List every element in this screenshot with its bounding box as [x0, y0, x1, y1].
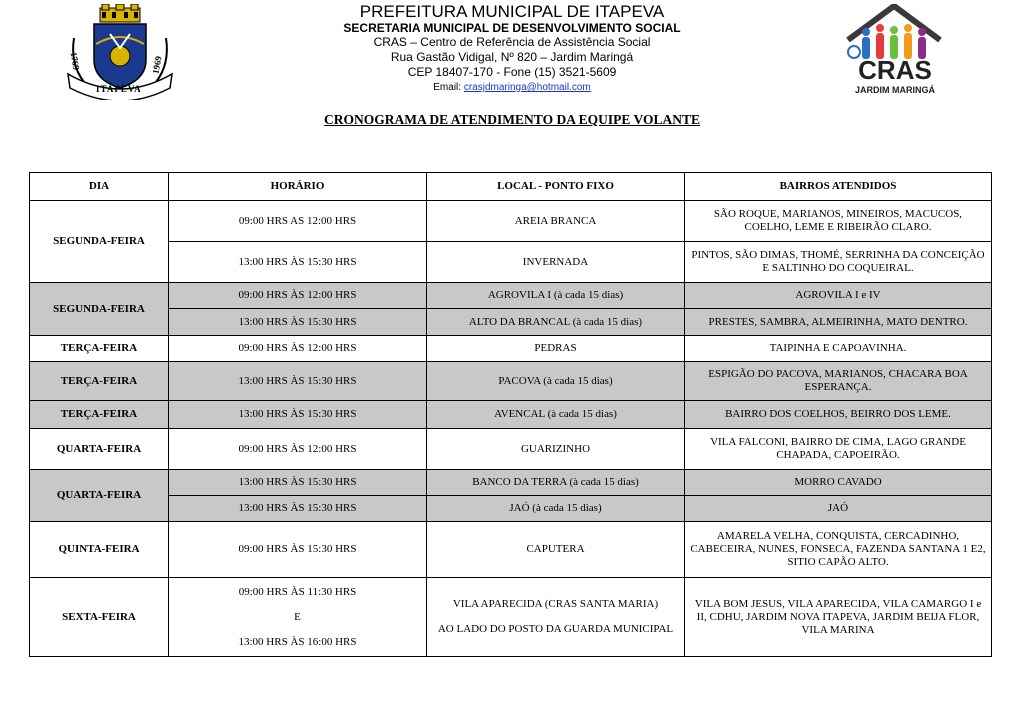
time-cell	[169, 578, 427, 657]
place-secondary: AO LADO DO POSTO DA GUARDA MUNICIPAL	[437, 623, 674, 635]
districts-cell: VILA BOM JESUS, VILA APARECIDA, VILA CAMARGO I e II, CDHU, JARDIM NOVA ITAPEVA, JARDIM BEIJA FLOR, VILA MARINA	[685, 578, 992, 657]
time-cell: 09:00 HRS ÀS 12:00 HRS	[169, 429, 427, 470]
time-cell: 13:00 HRS ÀS 15:30 HRS	[169, 362, 427, 401]
day-cell: QUARTA-FEIRA	[30, 470, 169, 522]
letterhead	[0, 0, 1024, 100]
day-cell: SEGUNDA-FEIRA	[30, 201, 169, 283]
districts-cell: TAIPINHA E CAPOAVINHA.	[685, 336, 992, 362]
email-label: Email:	[433, 82, 462, 93]
place-cell: BANCO DA TERRA (à cada 15 dias)	[427, 470, 685, 496]
place-cell: JAÓ (à cada 15 dias)	[427, 496, 685, 522]
time-cell: 13:00 HRS ÀS 15:30 HRS	[169, 242, 427, 283]
day-cell: TERÇA-FEIRA	[30, 362, 169, 401]
districts-cell: AGROVILA I e IV	[685, 283, 992, 309]
table-row	[30, 429, 992, 470]
time-join: E	[294, 610, 301, 623]
place-cell: ALTO DA BRANCAL (à cada 15 dias)	[427, 309, 685, 336]
time-cell: 09:00 HRS AS 12:00 HRS	[169, 201, 427, 242]
table-row	[30, 362, 992, 401]
day-cell: QUINTA-FEIRA	[30, 522, 169, 578]
districts-cell: BAIRRO DOS COELHOS, BEIRRO DOS LEME.	[685, 401, 992, 429]
place-cell: PEDRAS	[427, 336, 685, 362]
place-cell: CAPUTERA	[427, 522, 685, 578]
place-cell: PACOVA (à cada 15 dias)	[427, 362, 685, 401]
crest-city-name: ITAPEVA	[96, 84, 142, 94]
crest-year-left: 1769	[68, 51, 82, 71]
place-cell: AGROVILA I (à cada 15 dias)	[427, 283, 685, 309]
day-cell: SEGUNDA-FEIRA	[30, 283, 169, 336]
header-day: DIA	[30, 173, 169, 201]
table-row	[30, 401, 992, 429]
time-cell: 09:00 HRS ÀS 12:00 HRS	[169, 336, 427, 362]
districts-cell: PINTOS, SÃO DIMAS, THOMÉ, SERRINHA DA CONCEIÇÃO E SALTINHO DO COQUEIRAL.	[685, 242, 992, 283]
districts-cell: ESPIGÃO DO PACOVA, MARIANOS, CHACARA BOA ESPERANÇA.	[685, 362, 992, 401]
header-time: HORÁRIO	[169, 173, 427, 201]
place-cell: AVENCAL (à cada 15 dias)	[427, 401, 685, 429]
table-row	[30, 470, 992, 496]
time-cell: 13:00 HRS ÀS 15:30 HRS	[169, 309, 427, 336]
districts-cell: SÃO ROQUE, MARIANOS, MINEIROS, MACUCOS, COELHO, LEME E RIBEIRÃO CLARO.	[685, 201, 992, 242]
districts-cell: VILA FALCONI, BAIRRO DE CIMA, LAGO GRANDE CHAPADA, CAPOEIRÃO.	[685, 429, 992, 470]
place-primary: VILA APARECIDA (CRAS SANTA MARIA)	[452, 598, 659, 610]
time-cell: 09:00 HRS ÀS 12:00 HRS	[169, 283, 427, 309]
districts-cell: JAÓ	[685, 496, 992, 522]
place-cell: AREIA BRANCA	[427, 201, 685, 242]
time-afternoon: 13:00 HRS ÀS 16:00 HRS	[238, 635, 357, 648]
header-email-line	[300, 81, 724, 95]
header-place: LOCAL - PONTO FIXO	[427, 173, 685, 201]
day-cell: TERÇA-FEIRA	[30, 401, 169, 429]
table-header-row	[30, 173, 992, 201]
cras-logo-name: CRAS	[858, 55, 932, 85]
header-address: Rua Gastão Vidigal, Nº 820 – Jardim Maringá	[390, 50, 634, 64]
districts-cell: MORRO CAVADO	[685, 470, 992, 496]
place-cell: INVERNADA	[427, 242, 685, 283]
table-row	[30, 309, 992, 336]
time-cell: 09:00 HRS ÀS 15:30 HRS	[169, 522, 427, 578]
day-cell: QUARTA-FEIRA	[30, 429, 169, 470]
schedule-table	[29, 172, 992, 657]
districts-cell: AMARELA VELHA, CONQUISTA, CERCADINHO, CABECEIRA, NUNES, FONSECA, FAZENDA SANTANA 1 E2, SITIO CAPÃO ALTO.	[685, 522, 992, 578]
time-cell: 13:00 HRS ÀS 15:30 HRS	[169, 470, 427, 496]
time-morning: 09:00 HRS ÀS 11:30 HRS	[238, 585, 357, 598]
email-link[interactable]: crasjdmaringa@hotmail.com	[463, 82, 591, 93]
table-row	[30, 242, 992, 283]
header-cras-line: CRAS – Centro de Referência de Assistência Social	[373, 35, 651, 49]
day-cell: TERÇA-FEIRA	[30, 336, 169, 362]
header-secretariat: SECRETARIA MUNICIPAL DE DESENVOLVIMENTO SOCIAL	[343, 21, 681, 35]
table-row	[30, 336, 992, 362]
time-cell: 13:00 HRS ÀS 15:30 HRS	[169, 401, 427, 429]
table-row	[30, 201, 992, 242]
letterhead-text	[300, 0, 724, 95]
day-cell: SEXTA-FEIRA	[30, 578, 169, 657]
document-title: CRONOGRAMA DE ATENDIMENTO DA EQUIPE VOLANTE	[324, 112, 700, 127]
table-row	[30, 522, 992, 578]
cras-logo-subtitle: JARDIM MARINGÁ	[855, 85, 935, 95]
header-cep-phone: CEP 18407-170 - Fone (15) 3521-5609	[407, 65, 617, 79]
crest-year-right: 1969	[150, 55, 164, 75]
place-cell	[427, 578, 685, 657]
table-row	[30, 578, 992, 657]
header-title: PREFEITURA MUNICIPAL DE ITAPEVA	[359, 2, 665, 21]
header-districts: BAIRROS ATENDIDOS	[685, 173, 992, 201]
place-cell: GUARIZINHO	[427, 429, 685, 470]
table-row	[30, 283, 992, 309]
time-cell: 13:00 HRS ÀS 15:30 HRS	[169, 496, 427, 522]
table-row	[30, 496, 992, 522]
districts-cell: PRESTES, SAMBRA, ALMEIRINHA, MATO DENTRO.	[685, 309, 992, 336]
